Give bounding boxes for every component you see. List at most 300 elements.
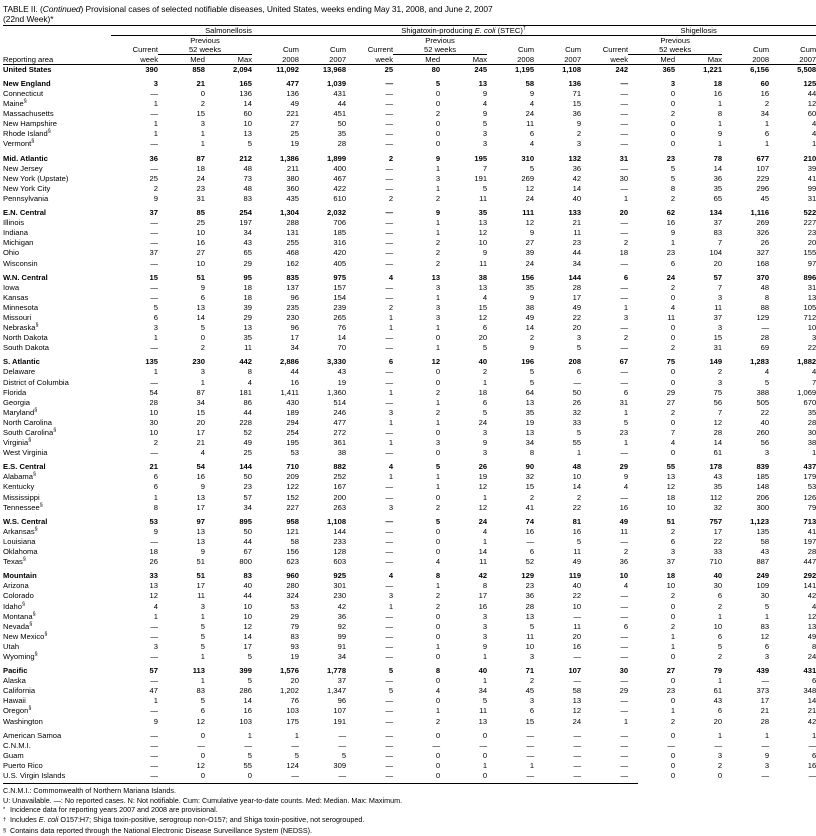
- cell-value: 9: [576, 119, 582, 129]
- cell-value: —: [620, 730, 629, 740]
- cell-value: 49: [807, 631, 816, 641]
- blank-10: [769, 35, 816, 45]
- cell-value: 31: [713, 343, 723, 353]
- cell-value: 5: [482, 183, 488, 193]
- cell-value: 9: [153, 716, 158, 726]
- cell-value: 4: [153, 601, 158, 611]
- cell-value: 12: [525, 183, 535, 193]
- row-area-label: Puerto Rico: [3, 760, 43, 770]
- row-area-label: E.N. Central: [3, 208, 47, 218]
- cell-value: 1: [764, 119, 770, 129]
- cell-value: 2: [482, 367, 488, 377]
- cell-value: —: [291, 740, 299, 750]
- cell-value: 31: [807, 193, 816, 203]
- cell-value: 5: [247, 750, 252, 760]
- row-area-label: New York (Upstate): [3, 173, 69, 183]
- cell-value: 15: [525, 716, 535, 726]
- cell-value: 3: [200, 367, 205, 377]
- cell-value: 23: [619, 428, 629, 437]
- cell-value: —: [150, 771, 158, 780]
- cell-value: 69: [760, 343, 770, 353]
- cell-value: 14: [713, 438, 723, 448]
- cell-value: 154: [333, 292, 347, 302]
- cell-value: 2: [670, 716, 676, 726]
- cell-value: 1: [435, 706, 441, 716]
- cell-value: 2: [435, 591, 441, 601]
- cell-value: 208: [568, 357, 582, 367]
- cell-value: 25: [290, 129, 299, 139]
- cell-value: 4: [529, 99, 535, 109]
- salm-cum-label-2: Cum: [330, 45, 347, 55]
- cell-value: 12: [478, 482, 488, 492]
- cell-value: 1: [435, 397, 441, 407]
- cell-value: 1: [435, 228, 441, 238]
- cell-value: 2: [670, 282, 676, 292]
- cell-value: 0: [670, 750, 676, 760]
- cell-value: 1: [482, 676, 488, 686]
- cell-value: 12: [572, 706, 582, 716]
- corner-blank: [3, 25, 111, 35]
- cell-value: 1: [388, 417, 394, 427]
- cell-value: —: [808, 771, 816, 780]
- cell-value: 149: [709, 357, 723, 367]
- cell-value: 1,347: [327, 686, 347, 696]
- cell-value: —: [573, 750, 582, 760]
- cell-value: 21: [807, 706, 816, 716]
- cell-value: 5: [576, 536, 582, 546]
- cell-value: 1: [247, 730, 252, 740]
- cell-value: 9: [529, 228, 535, 238]
- row-area-label: Alaska: [3, 676, 26, 686]
- cell-value: 4: [435, 686, 441, 696]
- cell-value: 2: [717, 760, 723, 770]
- table-head: [3, 25, 816, 64]
- cell-value: 8: [153, 502, 158, 512]
- cell-value: 21: [149, 462, 158, 472]
- cell-value: 2: [717, 601, 723, 611]
- cell-value: 706: [333, 218, 347, 228]
- cell-value: 3: [623, 312, 629, 322]
- cell-value: 12: [666, 482, 676, 492]
- salm-current-label: Current: [132, 45, 158, 55]
- cell-value: 0: [435, 676, 441, 686]
- cell-value: 31: [619, 153, 629, 163]
- cell-value: 2,094: [232, 64, 252, 74]
- cell-value: 29: [619, 686, 629, 696]
- cell-value: 50: [243, 472, 252, 482]
- cell-value: —: [620, 492, 629, 502]
- cell-value: 195: [474, 153, 488, 163]
- table-row: [3, 612, 816, 622]
- cell-value: 9: [153, 526, 158, 536]
- footnote-marker: §: [28, 705, 32, 712]
- cell-value: 5: [200, 621, 205, 631]
- cell-value: 49: [619, 516, 629, 526]
- cell-value: 0: [670, 417, 676, 427]
- cell-value: 925: [333, 571, 347, 581]
- cell-value: 255: [286, 238, 299, 248]
- cell-value: 40: [572, 193, 582, 203]
- row-area-label: New Hampshire: [3, 119, 58, 129]
- cell-value: 144: [568, 272, 582, 282]
- cell-value: 0: [670, 448, 676, 458]
- cell-value: 5: [576, 343, 582, 353]
- table-row: [3, 717, 816, 727]
- table-body: [3, 64, 816, 781]
- cell-value: —: [620, 601, 629, 611]
- cell-value: 17: [290, 333, 299, 343]
- blank-8: [581, 35, 628, 45]
- cell-value: 19: [290, 139, 299, 149]
- table-row: [3, 581, 816, 591]
- cell-value: 439: [756, 666, 770, 676]
- cell-value: 477: [333, 417, 347, 427]
- cell-value: 3,330: [327, 357, 347, 367]
- row-area-label: Washington: [3, 716, 43, 726]
- cell-value: 13: [431, 272, 441, 282]
- row-area-label: Wyoming§: [3, 651, 38, 661]
- table-row: [3, 493, 816, 503]
- cell-value: 37: [337, 676, 347, 686]
- cell-value: 3: [388, 502, 394, 512]
- cell-value: 5: [670, 173, 676, 183]
- cell-value: 8: [247, 367, 252, 377]
- cell-value: 64: [525, 387, 535, 397]
- cell-value: 6: [670, 536, 676, 546]
- cell-value: —: [150, 292, 158, 302]
- cell-value: —: [385, 740, 394, 750]
- cell-value: 20: [572, 631, 582, 641]
- cell-value: 6: [717, 631, 723, 641]
- cell-value: 20: [807, 238, 816, 248]
- cell-value: 0: [435, 377, 441, 387]
- cell-value: 5: [200, 631, 205, 641]
- cell-value: 49: [525, 312, 535, 322]
- cell-value: 3: [482, 428, 488, 437]
- cell-value: 430: [286, 397, 299, 407]
- group-stec: Shigatoxin-producing E. coli (STEC)†: [346, 25, 581, 35]
- cell-value: 3: [435, 438, 441, 448]
- cell-value: 144: [239, 462, 252, 472]
- cell-value: 14: [572, 183, 582, 193]
- cell-value: —: [573, 740, 582, 750]
- cell-value: 13: [807, 292, 816, 302]
- cell-value: 9: [435, 153, 441, 163]
- cell-value: 13: [243, 129, 252, 139]
- cell-value: —: [620, 676, 629, 686]
- cell-value: 12: [525, 218, 535, 228]
- cell-value: —: [385, 516, 394, 526]
- cell-value: 1,108: [327, 516, 347, 526]
- cell-value: —: [761, 676, 770, 686]
- cell-value: 17: [243, 641, 252, 651]
- cell-value: 42: [337, 601, 347, 611]
- cell-value: —: [385, 367, 394, 377]
- table-row: [3, 686, 816, 696]
- cell-value: 1: [670, 238, 676, 248]
- cell-value: 514: [333, 397, 347, 407]
- cell-value: 9: [670, 228, 676, 238]
- cell-value: 20: [290, 676, 299, 686]
- cell-value: 78: [713, 153, 723, 163]
- cell-value: 1: [388, 438, 394, 448]
- table-row: [3, 64, 816, 75]
- cell-value: 9: [529, 343, 535, 353]
- cell-value: —: [573, 676, 582, 686]
- cell-value: 43: [713, 472, 723, 482]
- cell-value: 58: [525, 78, 535, 88]
- cell-value: 15: [572, 99, 582, 109]
- cell-value: 3: [482, 611, 488, 621]
- table-row: [3, 283, 816, 293]
- cell-value: 24: [478, 516, 488, 526]
- cell-value: 48: [572, 462, 582, 472]
- table-row: [3, 666, 816, 676]
- cell-value: 24: [478, 417, 488, 427]
- cell-value: —: [385, 129, 394, 139]
- cell-value: 43: [243, 238, 252, 248]
- cell-value: 79: [290, 621, 299, 631]
- table-row: [3, 602, 816, 612]
- cell-value: 15: [149, 272, 158, 282]
- cell-value: 9: [200, 547, 205, 557]
- cell-value: 0: [482, 730, 488, 740]
- cell-value: 2: [670, 591, 676, 601]
- cell-value: 4: [247, 377, 252, 387]
- cell-value: —: [620, 611, 629, 621]
- cell-value: 13: [807, 621, 816, 631]
- table-row: [3, 557, 816, 567]
- cell-value: 21: [196, 438, 205, 448]
- cell-value: —: [620, 377, 629, 387]
- cell-value: 960: [286, 571, 299, 581]
- cell-value: 3: [435, 282, 441, 292]
- cell-value: 185: [756, 472, 770, 482]
- table-row: [3, 194, 816, 204]
- cell-value: 44: [290, 367, 299, 377]
- row-area-label: Guam: [3, 750, 24, 760]
- cell-value: 50: [337, 119, 347, 129]
- cell-value: —: [385, 218, 394, 228]
- cell-value: 195: [286, 438, 299, 448]
- cell-value: —: [714, 740, 723, 750]
- row-area-label: W.N. Central: [3, 272, 48, 282]
- cell-value: 2: [623, 547, 629, 557]
- cell-value: 5,508: [797, 64, 816, 74]
- cell-value: 3: [576, 139, 582, 149]
- cell-value: 37: [149, 248, 158, 258]
- table-row: [3, 303, 816, 313]
- cell-value: —: [526, 771, 535, 780]
- cell-value: 2: [529, 333, 535, 343]
- cell-value: —: [385, 173, 394, 183]
- cell-value: 505: [756, 397, 770, 407]
- cell-value: 2: [717, 651, 723, 661]
- cell-value: 324: [286, 591, 299, 601]
- cell-value: 96: [337, 696, 347, 706]
- cell-value: 5: [435, 78, 441, 88]
- cell-value: 29: [243, 312, 252, 322]
- cell-value: 18: [619, 248, 629, 258]
- cell-value: 0: [435, 139, 441, 149]
- stec-52weeks-label: 52 weeks: [393, 45, 487, 55]
- cell-value: 126: [803, 492, 816, 502]
- cell-value: 0: [435, 428, 441, 437]
- cell-value: —: [620, 282, 629, 292]
- cell-value: 2: [388, 193, 394, 203]
- row-area-label: Vermont§: [3, 138, 35, 149]
- cell-value: —: [573, 651, 582, 661]
- cell-value: 467: [333, 173, 347, 183]
- cell-value: —: [620, 228, 629, 238]
- footnote-cnmi: C.N.M.I.: Commonwealth of Northern Mariana Islands.: [3, 786, 176, 796]
- cell-value: 1,069: [797, 387, 816, 397]
- cell-value: 23: [666, 248, 676, 258]
- cell-value: 54: [196, 462, 205, 472]
- cell-value: 103: [239, 716, 252, 726]
- cell-value: 757: [709, 516, 723, 526]
- footnote-marker: §: [35, 322, 39, 329]
- cell-value: —: [385, 292, 394, 302]
- cell-value: 49: [572, 302, 582, 312]
- cell-value: 156: [286, 547, 299, 557]
- cell-value: 53: [807, 482, 816, 492]
- cell-value: 18: [196, 163, 205, 173]
- cell-value: 33: [572, 417, 582, 427]
- cell-value: 269: [756, 218, 770, 228]
- cell-value: 65: [713, 193, 723, 203]
- cell-value: 26: [478, 462, 488, 472]
- row-area-label: West Virginia: [3, 448, 48, 458]
- cell-value: 0: [670, 601, 676, 611]
- cell-value: 10: [149, 428, 158, 437]
- table-row: [3, 398, 816, 408]
- cell-value: 30: [619, 666, 629, 676]
- cell-value: 260: [756, 428, 770, 437]
- cell-value: 49: [243, 438, 252, 448]
- cell-value: 35: [525, 282, 535, 292]
- row-area-label: United States: [3, 64, 52, 74]
- row-area-label: Utah: [3, 641, 20, 651]
- cell-value: 96: [290, 323, 299, 333]
- row-area-label: Mid. Atlantic: [3, 153, 48, 163]
- cell-value: 11: [667, 312, 676, 322]
- stec-previous-label: Previous: [425, 35, 455, 45]
- row-area-label: Pacific: [3, 666, 28, 676]
- cell-value: 12: [196, 760, 205, 770]
- cell-value: 28: [149, 397, 158, 407]
- cell-value: 6: [576, 367, 582, 377]
- cell-value: 51: [196, 571, 205, 581]
- cell-value: 52: [525, 557, 535, 567]
- cell-value: 16: [290, 377, 299, 387]
- cell-value: 16: [619, 502, 629, 512]
- cell-value: 27: [525, 238, 535, 248]
- cell-value: 23: [525, 581, 535, 591]
- cell-value: 1,882: [797, 357, 816, 367]
- cell-value: 1: [388, 601, 394, 611]
- cell-value: 11: [526, 631, 535, 641]
- cell-value: 23: [807, 228, 816, 238]
- row-area-label: North Carolina: [3, 417, 52, 427]
- cell-value: 1: [435, 417, 441, 427]
- cell-value: —: [385, 492, 394, 502]
- cell-value: 12: [243, 621, 252, 631]
- cell-value: 0: [435, 651, 441, 661]
- cell-value: 249: [756, 571, 770, 581]
- cell-value: 7: [717, 238, 723, 248]
- cell-value: 53: [290, 448, 299, 458]
- cell-value: 0: [670, 730, 676, 740]
- cell-value: 2: [529, 676, 535, 686]
- cell-value: 301: [333, 581, 347, 591]
- cell-value: 399: [239, 666, 252, 676]
- cell-value: —: [385, 377, 394, 387]
- cell-value: 0: [670, 89, 676, 98]
- row-area-label: Pennsylvania: [3, 193, 49, 203]
- cell-value: 119: [568, 571, 582, 581]
- footnote-dagger-text: Includes E. coli O157:H7; Shiga toxin-positive, serogroup non-O157; and Shiga toxin-positive, not serogrouped.: [10, 815, 365, 825]
- cell-value: 5: [388, 686, 394, 696]
- cell-value: 0: [482, 750, 488, 760]
- cell-value: 28: [760, 333, 770, 343]
- cell-value: 25: [243, 448, 252, 458]
- cell-value: 0: [435, 750, 441, 760]
- cell-value: 327: [756, 248, 770, 258]
- cell-value: 12: [478, 502, 488, 512]
- footnote-marker: §: [23, 98, 27, 105]
- cell-value: —: [150, 760, 158, 770]
- cell-value: 3: [529, 696, 535, 706]
- cell-value: 26: [149, 557, 158, 567]
- cell-value: 0: [670, 292, 676, 302]
- cell-value: 3: [435, 302, 441, 312]
- cell-value: 6: [153, 482, 158, 492]
- cell-value: 6: [764, 641, 770, 651]
- cell-value: —: [385, 547, 394, 557]
- cell-value: 57: [713, 272, 723, 282]
- cell-value: 3: [764, 760, 770, 770]
- cell-value: 1: [388, 387, 394, 397]
- cell-value: 0: [670, 139, 676, 149]
- table-row: [3, 676, 816, 686]
- table-row: [3, 139, 816, 149]
- footnote-marker: §: [34, 651, 38, 658]
- cell-value: 137: [286, 282, 299, 292]
- cell-value: 431: [803, 666, 816, 676]
- cell-value: 48: [243, 163, 252, 173]
- shig-med-header: Med: [628, 54, 675, 64]
- cell-value: 6: [153, 472, 158, 482]
- table-row: [3, 428, 816, 438]
- cell-value: —: [620, 183, 629, 193]
- cell-value: 11: [573, 228, 582, 238]
- cell-value: 12: [807, 611, 816, 621]
- cell-value: 18: [243, 292, 252, 302]
- cell-value: 1: [435, 343, 441, 353]
- cell-value: 16: [196, 238, 205, 248]
- cell-value: 53: [290, 601, 299, 611]
- cell-value: 1: [153, 611, 158, 621]
- cell-value: 5: [482, 696, 488, 706]
- row-area-label: Minnesota: [3, 302, 39, 312]
- cell-value: —: [385, 716, 394, 726]
- cell-value: 51: [666, 516, 676, 526]
- cell-value: 1,283: [750, 357, 770, 367]
- cell-value: 152: [286, 492, 299, 502]
- cell-value: 17: [196, 428, 205, 437]
- cell-value: 1: [482, 651, 488, 661]
